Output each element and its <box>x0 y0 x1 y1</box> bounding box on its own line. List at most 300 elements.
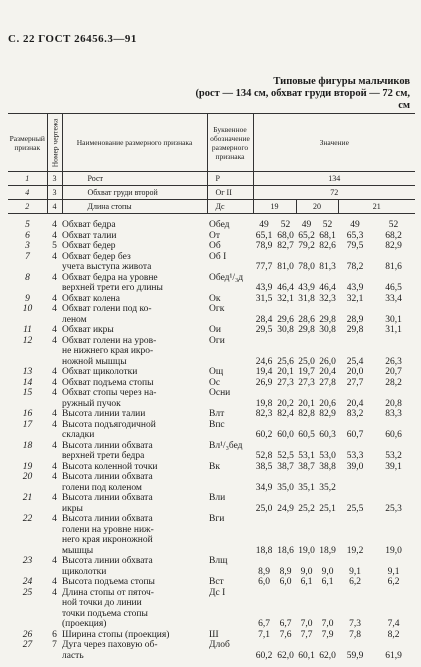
drawing-number: 4 <box>52 304 57 314</box>
value-cell: 52 <box>280 220 291 230</box>
feature-name <box>62 367 207 378</box>
value-cell: 29,8 <box>298 325 315 335</box>
value-cell: 20,0 <box>346 367 364 377</box>
value-cell: 7,0 <box>300 619 313 629</box>
value-cell: 27,3 <box>298 377 315 388</box>
feature-name <box>62 441 207 462</box>
value-cell: 43,9 <box>298 283 315 293</box>
value-cell: 33,4 <box>385 293 402 304</box>
feature-name-line: Высота коленной точки <box>62 461 158 472</box>
value-cell: 27,3 <box>277 377 294 388</box>
value-cell: 60,5 <box>298 430 315 440</box>
feature-name-line: верхней трети его длины <box>62 283 163 293</box>
row-number: 12 <box>22 335 33 346</box>
feature-name <box>62 214 207 231</box>
value-cell: 29,6 <box>277 314 294 325</box>
value-cell: 49 <box>259 220 269 230</box>
value-cell: 8,2 <box>387 629 400 640</box>
value-cell: 35,1 <box>298 482 315 493</box>
row-number: 7 <box>25 251 30 262</box>
row-number: 18 <box>22 440 33 451</box>
value-cell: 60,3 <box>319 430 336 440</box>
value-cell: 18,6 <box>277 545 294 556</box>
value-cell: 25,5 <box>346 503 364 514</box>
row-number: 17 <box>22 419 33 430</box>
value-cell: 82,7 <box>277 241 294 251</box>
value-cell: 82,9 <box>319 409 336 419</box>
feature-name <box>62 462 207 473</box>
letter-symbol: Обед¹/₃д <box>209 272 244 283</box>
drawing-number: 4 <box>52 461 57 472</box>
value-cell: 82,9 <box>385 241 402 251</box>
table-row <box>8 304 415 325</box>
header-size-feature: Размерный признак <box>8 114 47 172</box>
value-cell: 38,5 <box>255 461 273 472</box>
value-cell: 52,5 <box>277 451 294 461</box>
feature-name-line: Дуга через паховую об- <box>62 640 158 650</box>
letter-symbol: Ш <box>209 629 219 640</box>
value-cell: 29,8 <box>319 314 336 325</box>
feature-name-line: ружный пучок <box>62 398 121 409</box>
letter-symbol: Влт <box>209 409 225 419</box>
feature-name <box>62 388 207 409</box>
value-cell: 78,2 <box>346 262 364 272</box>
letter-symbol: Впс <box>209 419 225 430</box>
table-row <box>8 630 415 641</box>
value-cell: 6,0 <box>258 577 270 587</box>
row-number: 3 <box>25 241 30 251</box>
letter-symbol: Обед <box>209 220 230 230</box>
letter-symbol: Вли <box>209 493 226 503</box>
feature-name <box>62 556 207 577</box>
drawing-number: 6 <box>52 629 57 640</box>
value-cell: 20,1 <box>298 398 315 409</box>
feature-name-line: Обхват голени под ко- <box>62 304 152 314</box>
value-cell: 26,9 <box>255 377 273 388</box>
feature-name <box>62 630 207 641</box>
feature-name <box>62 336 207 368</box>
feature-name-line: Высота линии талии <box>62 409 146 419</box>
value-cell: 6,1 <box>300 577 313 587</box>
value-cell: 31,8 <box>298 293 315 304</box>
feature-name <box>62 588 207 630</box>
value-cell: 19,7 <box>298 367 315 377</box>
spec-row: 4 3 Обхват груди второй Ог II 72 <box>8 186 415 200</box>
value-cell: 82,8 <box>298 409 315 419</box>
row-number: 15 <box>22 388 33 398</box>
feature-name <box>62 409 207 420</box>
value-cell: 7,9 <box>321 629 334 640</box>
feature-name-line: леном <box>62 314 87 325</box>
value-cell: 7,7 <box>300 629 313 640</box>
value-cell: 32,1 <box>277 293 294 304</box>
value-cell: 9,1 <box>349 566 361 577</box>
feature-name-line: Обхват щиколотки <box>62 367 138 377</box>
drawing-number: 4 <box>52 377 57 388</box>
value-cell: 6,0 <box>279 577 292 587</box>
feature-name-line: Высота подъягодичной <box>62 419 156 430</box>
value-cell: 68,1 <box>319 230 336 241</box>
value-cell: 25,0 <box>298 356 315 367</box>
row-number: 21 <box>22 493 33 503</box>
value-cell: 81,6 <box>385 262 402 272</box>
value-cell: 25,1 <box>319 503 336 514</box>
caption-unit: см <box>398 100 410 111</box>
feature-name-line: Высота линии обхвата <box>62 514 153 524</box>
feature-name-line: Высота линии обхвата <box>62 556 153 566</box>
drawing-number: 4 <box>52 230 57 241</box>
table-row <box>8 556 415 577</box>
letter-symbol: Ои <box>209 325 221 335</box>
value-cell: 65,1 <box>255 230 273 241</box>
value-cell: 19,0 <box>385 545 402 556</box>
value-cell: 28,6 <box>298 314 315 325</box>
value-cell: 81,0 <box>277 262 294 272</box>
value-cell: 20,2 <box>277 398 294 409</box>
table-caption <box>195 76 410 112</box>
row-number: 26 <box>22 629 33 640</box>
value-cell: 28,9 <box>346 314 364 325</box>
drawing-number: 4 <box>52 409 57 419</box>
table-row <box>8 514 415 556</box>
feature-name <box>62 640 207 661</box>
table-row <box>8 640 415 661</box>
row-number: 19 <box>22 461 33 472</box>
measurements-table <box>8 113 415 661</box>
value-cell: 7,8 <box>349 629 361 640</box>
drawing-number: 7 <box>52 640 57 650</box>
value-cell: 19,0 <box>298 545 315 556</box>
table-row <box>8 493 415 514</box>
value-cell: 52 <box>322 220 333 230</box>
value-cell: 53,3 <box>346 451 364 461</box>
table-row <box>8 336 415 368</box>
feature-name-line: учета выступа живота <box>62 262 152 272</box>
value-cell: 25,6 <box>277 356 294 367</box>
feature-name <box>62 514 207 556</box>
drawing-number: 4 <box>52 514 57 524</box>
feature-name-line: Обхват бедра <box>62 220 116 230</box>
value-cell: 6,2 <box>349 577 361 587</box>
feature-name-line: Обхват бедра на уровне <box>62 272 158 283</box>
letter-symbol: Длоб <box>209 640 230 650</box>
table-row <box>8 294 415 305</box>
value-cell: 28,2 <box>385 377 402 388</box>
page-header: С. 22 ГОСТ 26456.3—91 <box>8 33 137 45</box>
header-letter-symbol: Буквенное обозначение размерного признака <box>207 114 253 172</box>
letter-symbol: Об I <box>209 251 227 262</box>
row-number: 8 <box>25 272 30 283</box>
feature-name-line: голени под коленом <box>62 482 142 493</box>
letter-symbol: Осни <box>209 388 231 398</box>
value-cell: 9,1 <box>387 566 400 577</box>
value-cell: 60,1 <box>298 650 315 661</box>
value-cell: 82,4 <box>277 409 294 419</box>
value-cell: 60,2 <box>255 430 273 440</box>
value-cell: 78,0 <box>298 262 315 272</box>
value-cell: 8,9 <box>258 566 270 577</box>
value-cell: 35,0 <box>277 482 294 493</box>
value-cell: 25,3 <box>385 503 402 514</box>
value-cell: 18,9 <box>319 545 336 556</box>
feature-name-line: Высота линии обхвата <box>62 472 153 482</box>
drawing-number: 4 <box>52 587 57 598</box>
header-value: Значение <box>253 114 415 172</box>
letter-symbol: Дс I <box>209 587 226 598</box>
table-row <box>8 231 415 242</box>
row-number: 13 <box>22 367 33 377</box>
value-cell: 26,0 <box>319 356 336 367</box>
value-cell: 65,3 <box>346 230 364 241</box>
row-number: 16 <box>22 409 33 419</box>
value-cell: 60,7 <box>346 430 364 440</box>
letter-symbol: Влщ <box>209 556 228 566</box>
letter-symbol: Ок <box>209 293 221 304</box>
drawing-number: 4 <box>52 272 57 283</box>
value-cell: 24,9 <box>277 503 294 514</box>
drawing-number: 4 <box>52 577 57 587</box>
row-number: 27 <box>22 640 33 650</box>
feature-name-line: Обхват талии <box>62 230 117 241</box>
letter-symbol: От <box>209 230 221 241</box>
feature-name-line: ласть <box>62 650 84 661</box>
value-cell: 9,0 <box>300 566 313 577</box>
drawing-number: 4 <box>52 388 57 398</box>
drawing-number: 4 <box>52 251 57 262</box>
feature-name-line: голени на уровне ниж- <box>62 524 154 535</box>
value-cell: 60,0 <box>277 430 294 440</box>
table-body <box>8 214 415 662</box>
value-cell: 30,8 <box>319 325 336 335</box>
value-cell: 59,9 <box>346 650 364 661</box>
value-cell: 68,2 <box>385 230 402 241</box>
value-cell: 32,1 <box>346 293 364 304</box>
feature-name-line: Обхват стопы через на- <box>62 388 157 398</box>
table-row <box>8 462 415 473</box>
feature-name-line: ножной мышцы <box>62 356 127 367</box>
row-number: 10 <box>22 304 33 314</box>
value-cell: 25,4 <box>346 356 364 367</box>
value-cell: 19,2 <box>346 545 364 556</box>
value-cell: 34,9 <box>255 482 273 493</box>
table-row <box>8 252 415 273</box>
value-cell <box>338 472 372 493</box>
value-cell: 20,6 <box>319 398 336 409</box>
value-cell: 20,4 <box>346 398 364 409</box>
value-cell: 52,8 <box>255 451 273 461</box>
value-cell: 77,7 <box>255 262 273 272</box>
feature-name-line: Обхват бедер без <box>62 251 131 262</box>
feature-name <box>62 252 207 273</box>
table-row <box>8 588 415 630</box>
feature-name-line: щиколотки <box>62 566 107 577</box>
drawing-number: 4 <box>52 556 57 566</box>
table-row <box>8 441 415 462</box>
feature-name-line: Обхват колена <box>62 293 120 304</box>
value-cell: 7,6 <box>279 629 292 640</box>
table-row <box>8 420 415 441</box>
letter-symbol: Огк <box>209 304 225 314</box>
value-cell: 25,0 <box>255 503 273 514</box>
caption-subtitle: (рост — 134 см, обхват груди второй — 72 см, <box>195 88 410 99</box>
value-cell: 49 <box>301 220 312 230</box>
value-cell: 53,0 <box>319 451 336 461</box>
drawing-number: 5 <box>52 241 57 251</box>
value-cell: 62,0 <box>277 650 294 661</box>
feature-name-line: Обхват икры <box>62 325 114 335</box>
value-cell: 28,4 <box>255 314 273 325</box>
value-cell: 61,9 <box>385 650 402 661</box>
value-cell: 49 <box>350 220 360 230</box>
feature-name <box>62 493 207 514</box>
value-cell: 39,0 <box>346 461 364 472</box>
table-row <box>8 273 415 294</box>
feature-name <box>62 378 207 389</box>
spec-row: 1 3 Рост Р 134 <box>8 172 415 186</box>
spec-row: 2 4 Длина стопы Дс 19 20 21 <box>8 200 415 214</box>
row-number: 25 <box>22 587 33 598</box>
header-drawing-number: Номер чертежа <box>47 114 62 172</box>
table-row <box>8 214 415 231</box>
row-number: 9 <box>25 293 30 304</box>
feature-name-line: Обхват бедер <box>62 241 116 251</box>
value-cell: 8,9 <box>279 566 292 577</box>
row-number: 22 <box>22 514 33 524</box>
feature-name-line: Длина стопы от пяточ- <box>62 587 154 598</box>
drawing-number: 4 <box>52 367 57 377</box>
feature-name-line: не нижнего края икро- <box>62 346 154 356</box>
value-cell: 82,3 <box>255 409 273 419</box>
value-cell: 32,3 <box>319 293 336 304</box>
value-cell: 81,3 <box>319 262 336 272</box>
feature-name <box>62 325 207 336</box>
letter-symbol: Оги <box>209 335 225 346</box>
letter-symbol <box>207 472 253 493</box>
feature-name-line: верхней трети бедра <box>62 451 145 461</box>
row-number: 6 <box>25 230 30 241</box>
value-cell: 53,1 <box>298 451 315 461</box>
value-cell: 78,9 <box>255 241 273 251</box>
feature-name-line: Высота подъема стопы <box>62 577 155 587</box>
letter-symbol: Вcт <box>209 577 224 587</box>
feature-name-line: Высота линии обхвата <box>62 440 153 451</box>
feature-name <box>62 472 207 493</box>
value-cell: 30,1 <box>385 314 402 325</box>
drawing-number: 4 <box>52 220 57 230</box>
value-cell: 38,7 <box>277 461 294 472</box>
letter-symbol: Вк <box>209 461 220 472</box>
feature-name-line: ной точки до линии <box>62 598 142 608</box>
row-number: 11 <box>23 325 32 335</box>
value-cell: 20,8 <box>385 398 402 409</box>
feature-name-line: точки подъема стопы <box>62 608 148 619</box>
value-cell: 52 <box>388 220 399 230</box>
value-cell <box>372 472 415 493</box>
feature-name <box>62 231 207 242</box>
drawing-number: 4 <box>52 472 57 482</box>
drawing-number: 4 <box>52 293 57 304</box>
letter-symbol: Ощ <box>209 367 224 377</box>
table-row <box>8 378 415 389</box>
value-cell: 38,7 <box>298 461 315 472</box>
table-row <box>8 388 415 409</box>
value-cell: 7,4 <box>387 619 400 629</box>
value-cell: 62,0 <box>319 650 336 661</box>
value-cell: 65,2 <box>298 230 315 241</box>
drawing-number: 4 <box>52 325 57 335</box>
value-cell: 79,5 <box>346 241 364 251</box>
table-row <box>8 577 415 588</box>
table-row <box>8 409 415 420</box>
value-cell: 79,2 <box>298 241 315 251</box>
value-cell: 83,3 <box>385 409 402 419</box>
feature-name <box>62 294 207 305</box>
table-row <box>8 472 415 493</box>
value-cell: 43,9 <box>255 283 273 293</box>
row-number: 24 <box>22 577 33 587</box>
row-number: 20 <box>22 472 33 482</box>
value-cell: 29,5 <box>255 325 273 335</box>
caption-title: Типовые фигуры мальчиков <box>273 76 410 87</box>
table-row <box>8 367 415 378</box>
value-cell: 18,8 <box>255 545 273 556</box>
table-row <box>8 241 415 252</box>
letter-symbol: Ос <box>209 377 221 388</box>
value-cell: 46,4 <box>277 283 294 293</box>
value-cell: 6,7 <box>279 619 292 629</box>
value-cell: 30,8 <box>277 325 294 335</box>
value-cell: 60,6 <box>385 430 402 440</box>
value-cell: 35,2 <box>319 482 336 493</box>
feature-name-line: Обхват подъема стопы <box>62 377 154 388</box>
value-cell: 19,4 <box>255 367 273 377</box>
feature-name-line: икры <box>62 503 83 514</box>
drawing-number: 4 <box>52 419 57 430</box>
row-number: 14 <box>22 377 33 388</box>
value-cell: 27,7 <box>346 377 364 388</box>
value-cell: 83,2 <box>346 409 364 419</box>
drawing-number: 4 <box>52 493 57 503</box>
value-cell: 43,9 <box>346 283 364 293</box>
feature-name-line: него края икроножной <box>62 535 153 545</box>
feature-name <box>62 577 207 588</box>
value-cell: 46,5 <box>385 283 402 293</box>
feature-name-line: Обхват голени на уров- <box>62 335 157 346</box>
value-cell: 26,3 <box>385 356 402 367</box>
value-cell: 9,0 <box>321 566 334 577</box>
value-cell: 60,2 <box>255 650 273 661</box>
value-cell: 27,8 <box>319 377 336 388</box>
value-cell: 46,4 <box>319 283 336 293</box>
value-cell: 25,2 <box>298 503 315 514</box>
value-cell: 7,1 <box>258 629 270 640</box>
feature-name-line: мышцы <box>62 545 94 556</box>
drawing-number: 4 <box>52 440 57 451</box>
letter-symbol: Вги <box>209 514 225 524</box>
feature-name-line: Ширина стопы (проекция) <box>62 629 170 640</box>
value-cell: 82,6 <box>319 241 336 251</box>
value-cell: 38,8 <box>319 461 336 472</box>
value-cell: 20,7 <box>385 367 402 377</box>
drawing-number: 4 <box>52 335 57 346</box>
value-cell: 6,7 <box>258 619 270 629</box>
letter-symbol: Об <box>209 241 221 251</box>
table-header <box>8 114 415 172</box>
feature-name <box>62 273 207 294</box>
feature-name-line: складки <box>62 430 95 440</box>
feature-name <box>62 420 207 441</box>
value-cell: 24,6 <box>255 356 273 367</box>
